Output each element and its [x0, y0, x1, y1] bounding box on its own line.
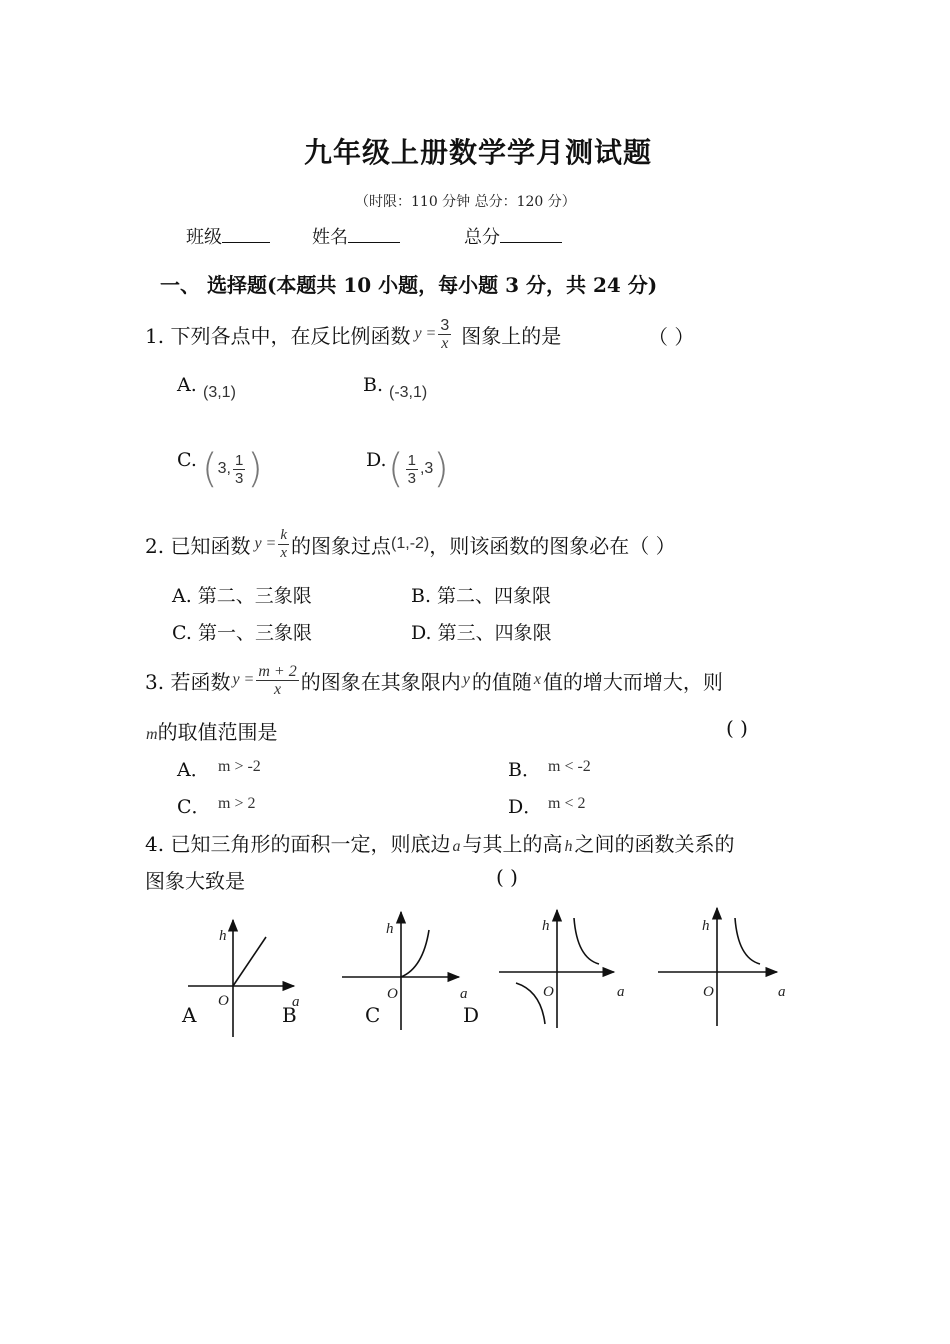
q1-option-c-label[interactable]: C. [177, 449, 197, 471]
q1-fn-num: 3 [440, 316, 450, 334]
q3-fn-den: x [273, 680, 282, 698]
page-title: 九年级上册数学学月测试题 [304, 136, 653, 169]
graph-c-origin: O [543, 984, 554, 1000]
q3-option-c-label[interactable]: C． [177, 796, 211, 818]
q1-option-a-label[interactable]: A. [177, 374, 197, 396]
q1-option-a-value: (3,1) [203, 384, 236, 401]
graph-d-h-label: h [702, 918, 710, 934]
graph-c-a-label: a [617, 984, 625, 1000]
graph-d [658, 908, 786, 1026]
q1-fn-den: x [441, 334, 449, 352]
q2-fn-num: k [280, 526, 288, 543]
exam-info: （时限：110 分钟 总分：120 分） [355, 194, 576, 210]
graph-a-curve [233, 937, 266, 986]
q2-fn-den: x [280, 544, 288, 561]
q1-c-whole: 3, [217, 460, 231, 477]
q3-stem: 3. 若函数 [145, 669, 231, 694]
q3-stem-mid3: 值的增大而增大，则 [542, 669, 723, 694]
q2-option-d[interactable]: D. 第三、四象限 [411, 622, 552, 644]
graph-a-a-label: a [292, 994, 300, 1010]
q1-c-den: 3 [234, 469, 244, 487]
graph-d-a-label: a [778, 984, 786, 1000]
q3-answer-paren: ( ) [726, 716, 748, 740]
q3-var-y: y [462, 671, 470, 688]
q1-c-rparen: ) [247, 446, 263, 492]
q3-var-x: x [533, 671, 541, 688]
q1-fn-y: y = [414, 325, 437, 342]
graph-label-b[interactable]: B [282, 1003, 297, 1027]
q2-stem-mid: 的图象过点 [291, 533, 392, 558]
q3-option-d-label[interactable]: D． [508, 796, 543, 818]
name-label: 姓名 [312, 227, 348, 248]
graph-a-h-label: h [219, 928, 227, 944]
q1-d-rparen: ) [433, 446, 449, 492]
graph-b-origin: O [387, 986, 398, 1002]
q1-d-num: 1 [407, 451, 416, 469]
q3-line2-text: 的取值范围是 [157, 720, 278, 744]
graph-d-curve [735, 918, 760, 964]
q1-option-d-label[interactable]: D. [366, 449, 387, 471]
section-heading: 一、 选择题(本题共 10 小题，每小题 3 分，共 24 分) [160, 273, 658, 297]
q1-stem-end: 图象上的是 [461, 323, 562, 348]
q1-c-lparen: ( [202, 446, 218, 492]
question-4-line2: 图象大致是 [145, 869, 245, 893]
q4-answer-paren: ( ) [496, 865, 518, 889]
q4-stem: 4. 已知三角形的面积一定，则底边 [145, 832, 451, 856]
q1-answer-paren: （ ） [648, 325, 695, 349]
graph-d-origin: O [703, 984, 714, 1000]
q1-option-b-label[interactable]: B. [363, 374, 384, 396]
q3-stem-mid2: 的值随 [471, 669, 532, 694]
q2-fn-y: y = [254, 535, 277, 552]
q3-option-b-label[interactable]: B． [508, 759, 541, 781]
graph-b-h-label: h [386, 921, 394, 937]
graph-c-h-label: h [542, 918, 550, 934]
score-label: 总分 [464, 227, 500, 248]
q1-d-den: 3 [407, 469, 416, 487]
graph-c [499, 910, 625, 1028]
q4-var-h: h [564, 838, 573, 855]
graph-b-curve [401, 930, 429, 977]
q3-fn-y: y = [232, 671, 255, 688]
q3-option-b-value: m < -2 [548, 758, 591, 775]
q3-option-c-value: m > 2 [218, 795, 256, 812]
graph-b-a-label: a [460, 986, 468, 1002]
q3-option-a-label[interactable]: A． [177, 759, 210, 781]
q1-c-num: 1 [234, 451, 244, 469]
q2-option-a[interactable]: A. 第二、三象限 [172, 585, 312, 607]
q1-d-lparen: ( [388, 446, 404, 492]
q3-var-m: m [146, 726, 158, 743]
q3-stem-mid1: 的图象在其象限内 [300, 669, 461, 694]
q3-fn-num: m + 2 [258, 662, 297, 680]
graph-label-a[interactable]: A [182, 1003, 197, 1027]
q2-option-b[interactable]: B. 第二、四象限 [411, 585, 552, 607]
graph-c-curve-q3 [516, 983, 545, 1024]
graph-c-curve-q1 [574, 918, 599, 964]
q2-option-c[interactable]: C. 第一、三象限 [172, 622, 312, 644]
q2-stem-end: ，则该函数的图象必在（ ） [429, 533, 676, 558]
q3-option-a-value: m > -2 [218, 758, 261, 775]
class-label: 班级 [186, 227, 222, 248]
q2-stem: 2. 已知函数 [145, 533, 251, 558]
q4-stem-end: 之间的函数关系的 [574, 832, 735, 856]
q4-var-a: a [452, 838, 461, 855]
graph-label-c[interactable]: C [365, 1003, 381, 1027]
graph-label-d[interactable]: D [463, 1003, 480, 1027]
q1-stem: 1. 下列各点中，在反比例函数 [145, 323, 411, 348]
q3-option-d-value: m < 2 [548, 795, 586, 812]
q2-point: (1,-2) [391, 535, 430, 552]
graph-b [342, 912, 468, 1030]
q1-option-b-value: (-3,1) [389, 384, 428, 401]
graph-a-origin: O [218, 993, 229, 1009]
q4-stem-mid: 与其上的高 [462, 832, 563, 856]
q1-d-whole: ,3 [419, 460, 434, 477]
